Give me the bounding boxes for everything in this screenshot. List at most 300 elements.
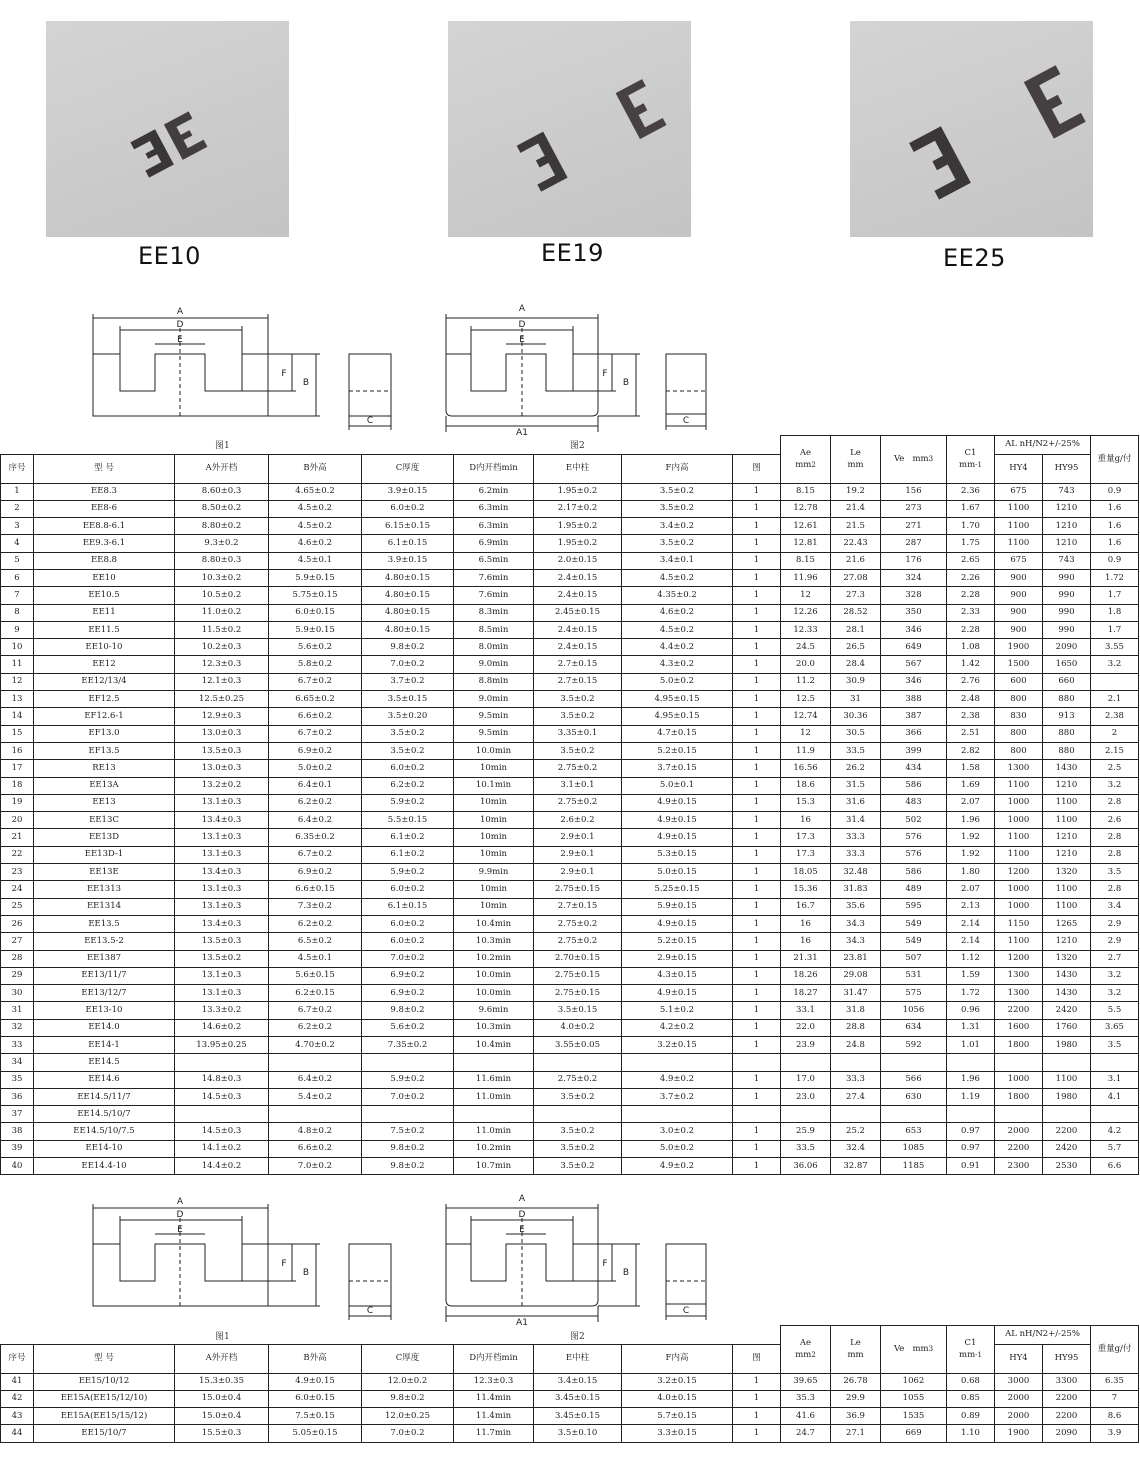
table-cell: 13.95±0.25 [175,1037,269,1054]
table-row [1,846,1139,863]
table-cell: 31.6 [831,794,881,811]
table-cell: EF13.5 [34,742,175,759]
table-cell: 6.6 [1091,1158,1139,1175]
table-cell [1091,673,1139,690]
table-cell: 12 [1,673,34,690]
table-cell: 4.2 [1091,1123,1139,1140]
table-cell: 366 [881,725,947,742]
table-cell: 649 [881,639,947,656]
table-cell: 913 [1043,708,1091,725]
table-cell: 18.27 [781,985,831,1002]
table-cell: 17 [1,760,34,777]
table-cell: 3 [1,518,34,535]
table-cell: 2.9±0.1 [534,864,622,881]
table-cell: 2.75±0.2 [534,1071,622,1088]
table-cell: 7.6min [454,587,534,604]
table-cell: EE14.5/10/7.5 [34,1123,175,1140]
table-cell: 15.36 [781,881,831,898]
table-cell: EE12 [34,656,175,673]
table-cell: 660 [1043,673,1091,690]
table-cell: 3.1 [1091,1071,1139,1088]
table-cell: 16 [781,933,831,950]
table-cell: 576 [881,846,947,863]
table-cell: 4.5±0.2 [269,518,362,535]
dim-b-label-3: B [302,1268,310,1278]
dim-d-label-4: D [518,1210,526,1220]
table-cell: 4.5±0.1 [269,552,362,569]
table-cell: 33.1 [781,1002,831,1019]
table-cell: EE8.8 [34,552,175,569]
table-cell: 6.3min [454,500,534,517]
dim-c-label-4: C [682,1306,690,1316]
table-cell: 990 [1043,587,1091,604]
dim-b-label-2: B [622,378,630,388]
table-cell [362,1106,454,1123]
table-cell: 10.2min [454,950,534,967]
table-cell: 2.9±0.1 [534,846,622,863]
table-cell: 4.9±0.15 [622,985,733,1002]
table-cell: 5.0±0.1 [622,777,733,794]
table-cell: 12.61 [781,518,831,535]
table-cell: 1185 [881,1158,947,1175]
table-cell: 2.75±0.15 [534,985,622,1002]
table-cell: 6.0±0.2 [362,933,454,950]
table-cell: 1150 [995,915,1043,932]
table-cell: 1100 [995,535,1043,552]
table-cell: 4.5±0.2 [622,621,733,638]
table-cell: 1.7 [1091,587,1139,604]
table-cell: 36.06 [781,1158,831,1175]
fig2-caption-2: 图2 [570,1332,585,1342]
table-cell: 2.07 [947,881,995,898]
table-cell: 2530 [1043,1158,1091,1175]
photo-ee19 [448,21,691,237]
table-cell: 1 [733,1140,781,1157]
col-ae: Ae $mm^2$ [781,1326,831,1374]
table-cell: 13.1±0.3 [175,829,269,846]
table-cell: 2.8 [1091,794,1139,811]
table-cell: 1760 [1043,1019,1091,1036]
table-cell: EE13D-1 [34,846,175,863]
table-cell: 2.28 [947,621,995,638]
table-cell: 10min [454,846,534,863]
table-cell: 1 [733,483,781,500]
table-cell: EE13-10 [34,1002,175,1019]
table-cell: 5.6±0.15 [269,967,362,984]
table-cell: 3.5±0.2 [622,483,733,500]
table-cell: 1.75 [947,535,995,552]
table-cell: 800 [995,742,1043,759]
table-cell [995,1054,1043,1071]
table-cell [175,1054,269,1071]
table-cell: 11 [1,656,34,673]
table-cell: 4.2±0.2 [622,1019,733,1036]
table-cell: 4 [1,535,34,552]
table-cell: 41.6 [781,1408,831,1425]
table-cell: 10min [454,829,534,846]
table-row [1,673,1139,690]
table-cell [733,1106,781,1123]
table-cell: 5.9±0.2 [362,864,454,881]
table-cell: 31.4 [831,812,881,829]
table-cell: 10min [454,812,534,829]
table-cell: 7.5±0.15 [269,1408,362,1425]
table-cell: 1.72 [1091,569,1139,586]
table-cell: 2.7 [1091,950,1139,967]
table-cell: 4.6±0.2 [622,604,733,621]
table-cell: 2.9±0.1 [534,829,622,846]
table-cell: 12.1±0.3 [175,673,269,690]
photo-label-ee25: EE25 [943,244,1006,272]
table-cell: 6.4±0.2 [269,812,362,829]
table-cell: 2.75±0.2 [534,794,622,811]
table-cell: 6.6±0.2 [269,708,362,725]
table-cell: 1 [733,760,781,777]
table-cell: 18.6 [781,777,831,794]
table-cell [622,1054,733,1071]
table-cell: 0.68 [947,1373,995,1390]
table-cell: 4.4±0.2 [622,639,733,656]
table-cell: 12.0±0.2 [362,1373,454,1390]
table-cell: 29.08 [831,967,881,984]
table-cell: 10min [454,760,534,777]
table-cell: 5.6±0.2 [362,1019,454,1036]
table-cell: 743 [1043,552,1091,569]
table-cell: EE10-10 [34,639,175,656]
photo-ee25 [850,21,1093,237]
table-cell: 880 [1043,691,1091,708]
table-row [1,621,1139,638]
table-cell: 21.6 [831,552,881,569]
table-cell: 4.7±0.15 [622,725,733,742]
table-cell: 7.35±0.2 [362,1037,454,1054]
table-cell: 10.2±0.3 [175,639,269,656]
table-cell: 2.6 [1091,812,1139,829]
table-cell: 15.3 [781,794,831,811]
table-cell: EE14.6 [34,1071,175,1088]
table-row [1,500,1139,517]
dim-e-label: E [177,335,183,345]
table-cell: EE11 [34,604,175,621]
table-cell: 36.9 [831,1408,881,1425]
table-cell: 2.38 [1091,708,1139,725]
table-cell: 6.2±0.2 [362,777,454,794]
dim-a-label-2: A [518,304,526,314]
table-cell: 6.7±0.2 [269,1002,362,1019]
table-cell: EE14.5 [34,1054,175,1071]
table-cell: 13.1±0.3 [175,967,269,984]
table-cell: 10.1min [454,777,534,794]
table-cell: 4.65±0.2 [269,483,362,500]
table-cell: 1.95±0.2 [534,483,622,500]
table-cell [1091,1054,1139,1071]
table-cell: 9 [1,621,34,638]
table-cell: 675 [995,483,1043,500]
table-cell: 4.0±0.2 [534,1019,622,1036]
table-cell: 5.9±0.15 [269,569,362,586]
table-cell: 4.9±0.15 [622,829,733,846]
table-cell: 900 [995,604,1043,621]
table-cell: EE10 [34,569,175,586]
table-cell: 0.89 [947,1408,995,1425]
table-cell: 3.2 [1091,985,1139,1002]
table-cell: 6.9±0.2 [269,864,362,881]
dim-a-label-3: A [176,1197,184,1207]
table-cell: EF12.6-1 [34,708,175,725]
table-cell: 14.1±0.2 [175,1140,269,1157]
col-hy95: HY95 [1043,1344,1091,1373]
col-ve: Ve $mm^3$ [881,1326,947,1374]
table-cell: EE8.3 [34,483,175,500]
table-cell: 1 [733,1158,781,1175]
table-cell: 13.0±0.3 [175,760,269,777]
spec-table-1 [0,435,1139,1175]
table-cell: 3.5±0.15 [534,1002,622,1019]
table-row [1,898,1139,915]
dimension-diagram-2 [0,1188,740,1338]
table-cell: 13.1±0.3 [175,898,269,915]
table-cell: 3.55 [1091,639,1139,656]
table-cell: 6.2±0.2 [269,915,362,932]
table-cell: 2.7±0.15 [534,898,622,915]
table-cell: 27.3 [831,587,881,604]
table-cell: 346 [881,621,947,638]
table-cell: 13.5±0.2 [175,950,269,967]
table-cell: 1 [733,656,781,673]
table-cell: 575 [881,985,947,1002]
table-cell: 1.58 [947,760,995,777]
table-cell: 576 [881,829,947,846]
table-cell: EE14.0 [34,1019,175,1036]
dim-d-label: D [176,320,184,330]
table-row [1,829,1139,846]
table-cell: 15 [1,725,34,742]
table-cell: 13.3±0.2 [175,1002,269,1019]
table-cell: 4.9±0.15 [622,915,733,932]
table-row [1,1140,1139,1157]
table-cell: 8.15 [781,483,831,500]
table-cell: 18 [1,777,34,794]
table-cell: 23.0 [781,1088,831,1105]
col-ae: Ae $mm^2$ [781,436,831,484]
table-cell: 5.9±0.15 [622,898,733,915]
table-cell: 10.2min [454,1140,534,1157]
table-cell: 3.5 [1091,1037,1139,1054]
table-cell: 3.7±0.15 [622,760,733,777]
table-cell: 483 [881,794,947,811]
table-cell: 10.3±0.2 [175,569,269,586]
table-cell: 4.0±0.15 [622,1390,733,1407]
table-cell: 1000 [995,812,1043,829]
table-cell: 0.91 [947,1158,995,1175]
table-cell: 7.0±0.2 [362,950,454,967]
table-cell: 10min [454,794,534,811]
table-cell: 33 [1,1037,34,1054]
fig1-caption: 图1 [215,441,230,451]
table-cell: 271 [881,518,947,535]
table-cell: EE1387 [34,950,175,967]
table-cell: 6.7±0.2 [269,725,362,742]
table-cell: 2.48 [947,691,995,708]
table-cell [1043,1106,1091,1123]
table-row [1,691,1139,708]
table-cell: 2.9±0.15 [622,950,733,967]
table-cell: 11.0±0.2 [175,604,269,621]
table-cell: 3.4±0.2 [622,518,733,535]
table-cell: 324 [881,569,947,586]
table-cell: 669 [881,1425,947,1442]
table-cell: EE13D [34,829,175,846]
table-cell: 16 [781,812,831,829]
table-cell: 1210 [1043,518,1091,535]
table-cell: 3.5±0.15 [362,691,454,708]
table-cell: 1.31 [947,1019,995,1036]
fig1-caption-2: 图1 [215,1332,230,1342]
table-cell: 6.1±0.2 [362,829,454,846]
ee25-core-image [850,21,1093,237]
table-cell: 675 [995,552,1043,569]
table-cell: 12.9±0.3 [175,708,269,725]
table-row [1,760,1139,777]
table-cell: EE13/11/7 [34,967,175,984]
ee19-core-image [448,21,691,237]
table-cell: 2.1 [1091,691,1139,708]
table-cell: 9.8±0.2 [362,1158,454,1175]
table-cell: 6.3min [454,518,534,535]
table-cell: 6.1±0.15 [362,535,454,552]
table-cell: 1.12 [947,950,995,967]
table-cell: 350 [881,604,947,621]
table-cell: 1 [733,535,781,552]
table-cell: 8.0min [454,639,534,656]
table-cell: 2.28 [947,587,995,604]
table-cell: 1 [733,673,781,690]
table-cell: 2.26 [947,569,995,586]
table-cell: EE13.5-2 [34,933,175,950]
table-cell: 6.9±0.2 [362,985,454,1002]
table-row [1,812,1139,829]
table-cell: 1 [733,1037,781,1054]
table-cell: 12.0±0.25 [362,1408,454,1425]
table-cell: 6.9±0.2 [269,742,362,759]
table-cell: 7 [1091,1390,1139,1407]
table-cell: 1 [733,846,781,863]
table-cell: 25.2 [831,1123,881,1140]
table-cell: 7.0±0.2 [362,1088,454,1105]
table-cell: 31.47 [831,985,881,1002]
table-cell: 489 [881,881,947,898]
table-cell: 4.9±0.15 [622,812,733,829]
table-cell: 32 [1,1019,34,1036]
table-cell: 2.75±0.2 [534,933,622,950]
table-row [1,742,1139,759]
table-cell [881,1054,947,1071]
table-cell: 595 [881,898,947,915]
table-cell: 6.9min [454,535,534,552]
table-cell: 11.9 [781,742,831,759]
table-cell: 5.8±0.2 [269,656,362,673]
table-cell: 2.07 [947,794,995,811]
table-cell: 156 [881,483,947,500]
table-cell: 10.0min [454,742,534,759]
dim-e-label-4: E [519,1225,525,1235]
table-cell: 29.9 [831,1390,881,1407]
col-fig: 图 [733,1344,781,1373]
table-cell: 1000 [995,1071,1043,1088]
table-cell: 800 [995,725,1043,742]
table-cell: 1 [733,621,781,638]
table-cell: 13.5±0.3 [175,742,269,759]
table-cell: 4.9±0.2 [622,1158,733,1175]
table-cell: 3.9±0.15 [362,552,454,569]
col-hy4: HY4 [995,454,1043,483]
table-cell: 1210 [1043,829,1091,846]
table-cell: 5 [1,552,34,569]
table-cell: 1 [733,1019,781,1036]
table-cell: EE14.5/10/7 [34,1106,175,1123]
table-cell: 1.8 [1091,604,1139,621]
table-cell: 0.96 [947,1002,995,1019]
table-cell: 6.1±0.2 [362,846,454,863]
table-cell: 7.6min [454,569,534,586]
table-cell: 3.2±0.15 [622,1373,733,1390]
table-cell: 9.8±0.2 [362,1002,454,1019]
table-cell: 2090 [1043,1425,1091,1442]
table-cell: 1 [733,812,781,829]
table-cell: 1 [733,985,781,1002]
table-row [1,1019,1139,1036]
table-row [1,950,1139,967]
table-cell: 2200 [1043,1408,1091,1425]
table-cell: 2.4±0.15 [534,639,622,656]
table-cell [1091,1106,1139,1123]
table-cell: EF12.5 [34,691,175,708]
table-cell: 5.5 [1091,1002,1139,1019]
table-header-row [1,1326,1139,1345]
table-cell: 9.5min [454,725,534,742]
table-cell: 24.7 [781,1425,831,1442]
table-cell: 2.15 [1091,742,1139,759]
table-cell [454,1054,534,1071]
table-cell: 12.78 [781,500,831,517]
table-cell: 13.1±0.3 [175,846,269,863]
table-cell: 1 [733,1071,781,1088]
table-cell: EE15A(EE15/15/12) [34,1408,175,1425]
table-row [1,777,1139,794]
table-cell: 31.5 [831,777,881,794]
table-row [1,483,1139,500]
table-cell [781,1054,831,1071]
table-cell: EF13.0 [34,725,175,742]
table-cell: 8.60±0.3 [175,483,269,500]
table-cell: 10min [454,881,534,898]
ee10-core-image [46,21,289,237]
table-cell: 35 [1,1071,34,1088]
table-cell: 1.01 [947,1037,995,1054]
table-cell: 9.0min [454,656,534,673]
table-cell: EE10.5 [34,587,175,604]
table-row [1,1088,1139,1105]
table-cell: 507 [881,950,947,967]
table-cell: 3.5±0.2 [534,691,622,708]
table-cell: 3.5±0.2 [622,500,733,517]
col-e: E中柱 [534,454,622,483]
table-cell: 5.9±0.15 [269,621,362,638]
table-cell: 1.96 [947,1071,995,1088]
col-al: AL nH/N2+/-25% [995,1326,1091,1345]
table-cell: 4.9±0.15 [269,1373,362,1390]
table-cell: 5.05±0.15 [269,1425,362,1442]
